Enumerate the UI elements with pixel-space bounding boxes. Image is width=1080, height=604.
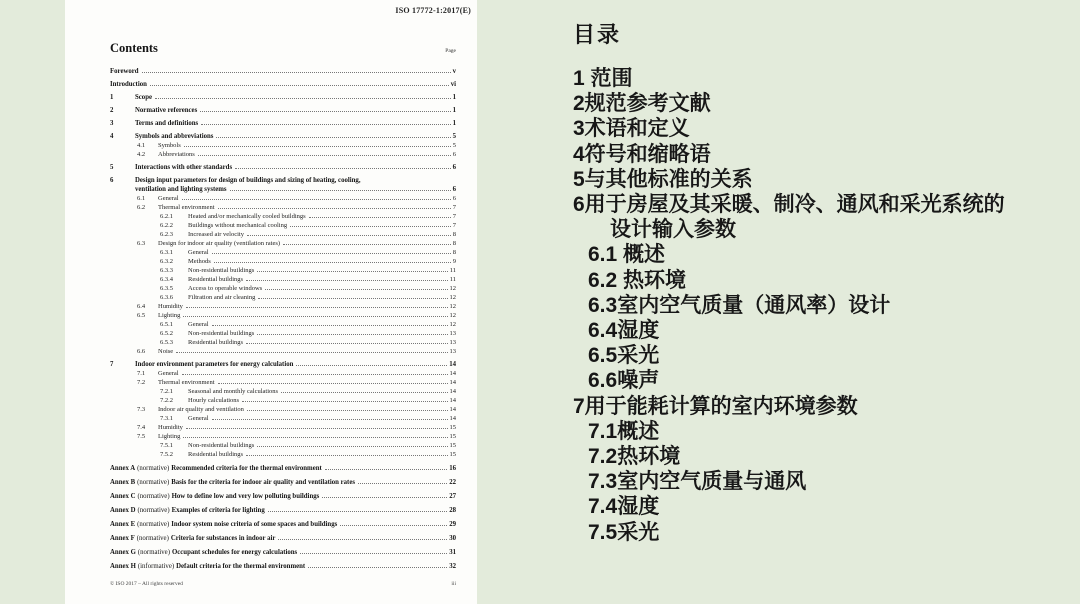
dotted-leader (212, 325, 448, 326)
dotted-leader (235, 168, 450, 169)
toc-entry-page: 14 (449, 415, 456, 422)
annex-prefix: Annex F (110, 535, 135, 542)
toc-row (110, 433, 456, 441)
toc-entry-page: 12 (449, 285, 456, 292)
toc-entry-page: 31 (449, 549, 456, 556)
toc-entry-page: 7 (452, 222, 456, 229)
toc-row (110, 177, 456, 185)
toc-row (110, 294, 456, 302)
annex-title: Criteria for substances in indoor air (170, 535, 276, 542)
toc-entry-label: Lighting (158, 433, 181, 440)
dotted-leader (230, 190, 451, 191)
toc-entry-number: 7.5.2 (160, 451, 173, 458)
toc-list (110, 63, 456, 571)
translation-line: 7.2热环境 (588, 445, 681, 469)
toc-entry-page: 29 (449, 521, 456, 528)
toc-entry-number: 5 (110, 164, 114, 171)
dotted-leader (242, 401, 447, 402)
toc-annex-row (110, 507, 456, 515)
toc-entry-page: 5 (452, 142, 456, 149)
dotted-leader (257, 271, 447, 272)
toc-entry-label: Residential buildings (188, 339, 244, 346)
translation-line: 设计输入参数 (610, 218, 736, 242)
toc-row (110, 379, 456, 387)
toc-row (110, 339, 456, 347)
toc-row (110, 204, 456, 212)
dotted-leader (212, 253, 451, 254)
toc-row (110, 442, 456, 450)
toc-entry-number: 7.3.1 (160, 415, 173, 422)
toc-row (110, 213, 456, 221)
translation-line: 1 范围 (573, 67, 633, 90)
toc-entry-page: 15 (449, 442, 456, 449)
toc-entry-label: Increased air velocity (188, 231, 244, 238)
toc-entry-page: 8 (452, 231, 456, 238)
annex-qualifier: (normative) (137, 479, 170, 486)
toc-entry-number: 3 (110, 120, 114, 127)
dotted-leader (278, 539, 447, 540)
toc-entry-page: 14 (449, 370, 456, 377)
toc-entry-label: Abbreviations (158, 151, 195, 158)
toc-entry-label: Residential buildings (188, 451, 244, 458)
page-column-label: Page (445, 48, 456, 54)
toc-annex-row (110, 479, 456, 487)
toc-entry-number: 7.2.2 (160, 397, 173, 404)
toc-entry-page: 5 (452, 133, 456, 140)
toc-entry-number: 6.4 (137, 303, 146, 310)
toc-row (110, 415, 456, 423)
toc-entry-number: 6.5 (137, 312, 146, 319)
toc-entry-label: Filtration and air cleaning (188, 294, 256, 301)
dotted-leader (214, 262, 451, 263)
toc-entry-label: Access to operable windows (188, 285, 263, 292)
toc-entry-page: 1 (452, 94, 456, 101)
toc-entry-number: 6.3.1 (160, 249, 173, 256)
toc-entry-number: 7.5 (137, 433, 146, 440)
translation-line: 2规范参考文献 (573, 92, 711, 116)
toc-entry-number: 6.3 (137, 240, 146, 247)
dotted-leader (358, 483, 447, 484)
toc-entry-label: Thermal environment (158, 204, 215, 211)
toc-entry-label: Terms and definitions (135, 120, 199, 127)
toc-entry-number: 6.5.2 (160, 330, 173, 337)
annex-qualifier: (normative) (137, 507, 170, 514)
dotted-leader (200, 111, 450, 112)
toc-entry-number: 6.3.4 (160, 276, 173, 283)
toc-entry-page: 12 (449, 312, 456, 319)
toc-entry-page: 28 (449, 507, 456, 514)
toc-entry-page: 12 (449, 303, 456, 310)
toc-entry-page: 14 (449, 406, 456, 413)
toc-entry-page: v (452, 68, 456, 75)
dotted-leader (218, 208, 451, 209)
dotted-leader (268, 511, 447, 512)
toc-entry-number: 6.5.3 (160, 339, 173, 346)
translation-line: 7.3室内空气质量与通风 (588, 470, 807, 494)
contents-header-row (110, 41, 456, 56)
translation-title: 目录 (573, 22, 622, 47)
toc-row (110, 164, 456, 172)
dotted-leader (257, 446, 447, 447)
dotted-leader (296, 365, 447, 366)
iso-document-page (65, 0, 477, 604)
toc-row (110, 258, 456, 266)
toc-entry-label: Interactions with other standards (135, 164, 233, 171)
toc-entry-page: 14 (449, 388, 456, 395)
annex-prefix: Annex A (110, 465, 136, 472)
toc-row (110, 285, 456, 293)
toc-entry-number: 4.1 (137, 142, 146, 149)
toc-entry-number: 6.6 (137, 348, 146, 355)
toc-entry-number: 6.2.1 (160, 213, 173, 220)
dotted-leader (300, 553, 447, 554)
toc-row (110, 222, 456, 230)
toc-row (110, 321, 456, 329)
dotted-leader (182, 374, 448, 375)
translation-line: 7.5采光 (588, 520, 660, 544)
dotted-leader (182, 199, 451, 200)
toc-entry-label: Hourly calculations (188, 397, 240, 404)
toc-entry-page: 27 (449, 493, 456, 500)
dotted-leader (309, 217, 451, 218)
toc-annex-row (110, 493, 456, 501)
toc-row (110, 267, 456, 275)
toc-row (110, 361, 456, 369)
toc-entry-label: General (188, 415, 209, 422)
dotted-leader (183, 316, 447, 317)
toc-entry-page: vi (450, 81, 456, 88)
translation-line: 6.1 概述 (588, 243, 666, 267)
dotted-leader (246, 343, 447, 344)
toc-row (110, 142, 456, 150)
toc-row (110, 370, 456, 378)
dotted-leader (150, 85, 449, 86)
dotted-leader (176, 352, 447, 353)
annex-qualifier: (normative) (137, 521, 170, 528)
toc-row (110, 94, 456, 102)
toc-row (110, 81, 456, 89)
toc-entry-label: Symbols (158, 142, 181, 149)
dotted-leader (257, 334, 447, 335)
toc-entry-page: 9 (452, 258, 456, 265)
dotted-leader (184, 146, 451, 147)
toc-entry-number: 6.2.2 (160, 222, 173, 229)
toc-entry-number: 7.4 (137, 424, 146, 431)
toc-entry-label: Thermal environment (158, 379, 215, 386)
toc-entry-page: 13 (449, 339, 456, 346)
dotted-leader (281, 392, 447, 393)
toc-entry-label: Introduction (110, 81, 147, 88)
translation-line: 4符号和缩略语 (573, 142, 711, 166)
toc-annex-row (110, 521, 456, 529)
dotted-leader (201, 124, 450, 125)
toc-entry-number: 6.3.2 (160, 258, 173, 265)
toc-entry-number: 7.1 (137, 370, 146, 377)
translation-line: 3术语和定义 (573, 117, 690, 141)
toc-entry-page: 6 (452, 151, 456, 158)
toc-entry-page: 14 (449, 361, 456, 368)
page-number-roman: iii (451, 581, 456, 587)
toc-entry-page: 7 (452, 204, 456, 211)
toc-entry-number: 7.5.1 (160, 442, 173, 449)
translation-line: 5与其他标准的关系 (573, 167, 753, 191)
dotted-leader (322, 497, 447, 498)
annex-title: Recommended criteria for the thermal environment (171, 465, 322, 472)
annex-qualifier: (normative) (137, 549, 170, 556)
toc-entry-page: 6 (452, 195, 456, 202)
toc-entry-number: 6.3.5 (160, 285, 173, 292)
annex-qualifier: (normative) (137, 465, 170, 472)
toc-entry-page: 11 (449, 276, 456, 283)
toc-row (110, 388, 456, 396)
annex-title: Indoor system noise criteria of some spaces and buildings (171, 521, 338, 528)
toc-entry-page: 13 (449, 348, 456, 355)
toc-entry-label: Non-residential buildings (188, 330, 255, 337)
dotted-leader (308, 567, 447, 568)
toc-row (110, 68, 456, 76)
toc-entry-label: ventilation and lighting systems (135, 186, 227, 193)
dotted-leader (142, 72, 451, 73)
toc-entry-page: 15 (449, 451, 456, 458)
translation-line: 6.4湿度 (588, 319, 660, 343)
toc-entry-label: General (188, 321, 209, 328)
page-footer (110, 581, 456, 587)
toc-entry-label: Lighting (158, 312, 181, 319)
toc-entry-number: 6 (110, 177, 114, 184)
toc-entry-page: 6 (452, 164, 456, 171)
dotted-leader (247, 235, 451, 236)
toc-entry-page: 15 (449, 424, 456, 431)
annex-title: Occupant schedules for energy calculations (171, 549, 298, 556)
toc-entry-page: 13 (449, 330, 456, 337)
toc-entry-page: 12 (449, 321, 456, 328)
toc-entry-page: 15 (449, 433, 456, 440)
toc-entry-page: 16 (449, 465, 456, 472)
toc-annex-row (110, 465, 456, 473)
toc-entry-page: 6 (452, 186, 456, 193)
toc-entry-label: Methods (188, 258, 211, 265)
toc-entry-label: General (158, 195, 179, 202)
toc-row (110, 330, 456, 338)
translation-list (573, 66, 1053, 545)
toc-entry-label: Humidity (158, 303, 183, 310)
toc-entry-page: 12 (449, 294, 456, 301)
toc-entry-number: 6.1 (137, 195, 146, 202)
toc-entry-label: Noise (158, 348, 174, 355)
toc-entry-number: 6.2 (137, 204, 146, 211)
toc-entry-page: 7 (452, 213, 456, 220)
toc-entry-number: 7.2 (137, 379, 146, 386)
toc-row (110, 451, 456, 459)
chinese-translation-panel (573, 18, 1053, 545)
annex-prefix: Annex H (110, 563, 136, 570)
toc-entry-number: 4.2 (137, 151, 146, 158)
translation-line: 7.1概述 (588, 419, 660, 443)
toc-entry-page: 11 (449, 267, 456, 274)
toc-row (110, 397, 456, 405)
toc-entry-page: 1 (452, 107, 456, 114)
annex-qualifier: (informative) (137, 563, 175, 570)
toc-entry-label: General (188, 249, 209, 256)
toc-entry-page: 30 (449, 535, 456, 542)
toc-row (110, 195, 456, 203)
translation-line: 6.6噪声 (588, 369, 660, 393)
toc-row (110, 406, 456, 414)
translation-line: 7.4湿度 (588, 495, 660, 519)
toc-row (110, 133, 456, 141)
toc-row (110, 424, 456, 432)
toc-entry-label: Symbols and abbreviations (135, 133, 214, 140)
dotted-leader (186, 428, 448, 429)
translation-line: 6.2 热环境 (588, 268, 687, 292)
toc-entry-number: 1 (110, 94, 114, 101)
toc-entry-number: 2 (110, 107, 114, 114)
toc-entry-label: General (158, 370, 179, 377)
dotted-leader (265, 289, 447, 290)
toc-entry-page: 14 (449, 397, 456, 404)
toc-entry-number: 7.2.1 (160, 388, 173, 395)
dotted-leader (155, 98, 451, 99)
annex-title: How to define low and very low polluting buildings (171, 493, 320, 500)
dotted-leader (218, 383, 448, 384)
toc-row (110, 348, 456, 356)
toc-entry-number: 6.3.6 (160, 294, 173, 301)
dotted-leader (290, 226, 451, 227)
toc-entry-label: Buildings without mechanical cooling (188, 222, 288, 229)
toc-row (110, 312, 456, 320)
toc-row (110, 186, 456, 194)
toc-entry-label: Foreword (110, 68, 139, 75)
toc-entry-number: 7.3 (137, 406, 146, 413)
annex-prefix: Annex B (110, 479, 136, 486)
toc-row (110, 276, 456, 284)
translation-line: 6.3室内空气质量（通风率）设计 (588, 293, 891, 317)
dotted-leader (246, 280, 448, 281)
toc-entry-label: Scope (135, 94, 152, 101)
toc-entry-label: Seasonal and monthly calculations (188, 388, 279, 395)
toc-row (110, 249, 456, 257)
copyright-notice: © ISO 2017 – All rights reserved (110, 581, 183, 587)
contents-title: Contents (110, 41, 158, 55)
toc-entry-label: Design input parameters for design of buildings and sizing of heating, cooling, (135, 177, 361, 184)
toc-entry-page: 1 (452, 120, 456, 127)
toc-entry-label: Normative references (135, 107, 198, 114)
annex-prefix: Annex C (110, 493, 136, 500)
toc-row (110, 240, 456, 248)
dotted-leader (247, 410, 448, 411)
toc-entry-page: 32 (449, 563, 456, 570)
toc-row (110, 303, 456, 311)
dotted-leader (246, 455, 447, 456)
dotted-leader (258, 298, 447, 299)
annex-qualifier: (normative) (136, 535, 169, 542)
toc-row (110, 231, 456, 239)
annex-prefix: Annex E (110, 521, 136, 528)
toc-entry-page: 8 (452, 249, 456, 256)
translation-line: 6用于房屋及其采暖、制冷、通风和采光系统的 (573, 193, 1005, 217)
toc-entry-label: Design for indoor air quality (ventilation rates) (158, 240, 281, 247)
toc-entry-label: Residential buildings (188, 276, 244, 283)
toc-entry-page: 14 (449, 379, 456, 386)
document-number-header: ISO 17772-1:2017(E) (395, 6, 471, 15)
annex-prefix: Annex D (110, 507, 136, 514)
dotted-leader (283, 244, 451, 245)
annex-prefix: Annex G (110, 549, 136, 556)
toc-entry-page: 22 (449, 479, 456, 486)
toc-entry-label: Non-residential buildings (188, 442, 255, 449)
toc-entry-page: 8 (452, 240, 456, 247)
annex-title: Basis for the criteria for indoor air quality and ventilation rates (171, 479, 355, 486)
toc-entry-number: 4 (110, 133, 114, 140)
toc-entry-label: Non-residential buildings (188, 267, 255, 274)
dotted-leader (198, 155, 451, 156)
dotted-leader (340, 525, 447, 526)
translation-line: 7用于能耗计算的室内环境参数 (573, 394, 858, 418)
annex-title: Default criteria for the thermal environment (176, 563, 306, 570)
toc-entry-number: 6.2.3 (160, 231, 173, 238)
annex-title: Examples of criteria for lighting (171, 507, 265, 514)
dotted-leader (212, 419, 448, 420)
annex-qualifier: (normative) (137, 493, 170, 500)
toc-row (110, 151, 456, 159)
toc-row (110, 107, 456, 115)
toc-row (110, 120, 456, 128)
toc-entry-label: Indoor air quality and ventilation (158, 406, 244, 413)
toc-entry-number: 6.5.1 (160, 321, 173, 328)
toc-entry-label: Heated and/or mechanically cooled buildings (188, 213, 306, 220)
toc-entry-label: Humidity (158, 424, 183, 431)
toc-annex-row (110, 535, 456, 543)
dotted-leader (325, 469, 447, 470)
toc-entry-number: 7 (110, 361, 114, 368)
dotted-leader (186, 307, 448, 308)
dotted-leader (216, 137, 450, 138)
toc-entry-number: 6.3.3 (160, 267, 173, 274)
toc-entry-label: Indoor environment parameters for energy calculation (135, 361, 294, 368)
toc-annex-row (110, 549, 456, 557)
translation-line: 6.5采光 (588, 344, 660, 368)
dotted-leader (183, 437, 447, 438)
toc-annex-row (110, 563, 456, 571)
